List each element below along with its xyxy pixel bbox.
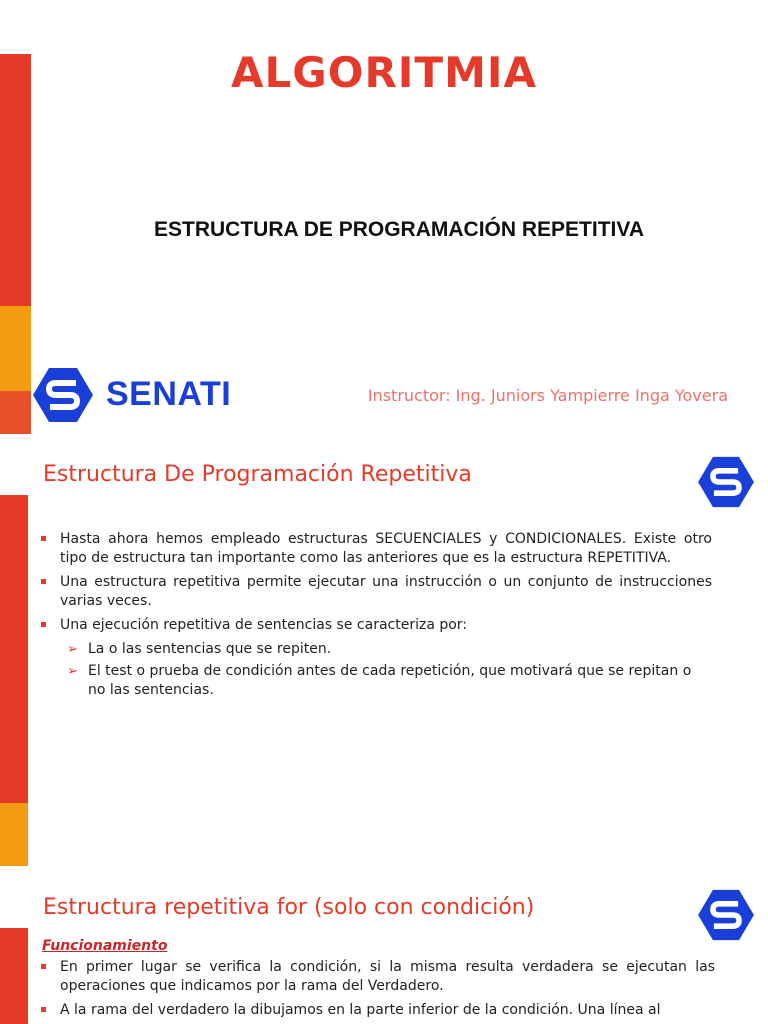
slide-heading: Estructura repetitiva for (solo con condición) xyxy=(43,895,535,920)
bullet-list xyxy=(38,937,715,1024)
accent-bar-red-lower xyxy=(0,391,31,434)
senati-logo-icon xyxy=(697,455,755,509)
content-slide-for xyxy=(0,873,768,1024)
instructor-text: Instructor: Ing. Juniors Yampierre Inga Yovera xyxy=(367,386,728,405)
accent-bar-red xyxy=(0,928,28,1024)
bullet-list xyxy=(38,530,712,703)
sub-list-item: ➢ El test o prueba de condición antes de cada repetición, que motivará que se repitan o no las sentencias. xyxy=(38,662,712,700)
list-item: Hasta ahora hemos empleado estructuras SECUENCIALES y CONDICIONALES. Existe otro tipo de estructura tan importante como las anteriores que es la estructura REPETITIVA. xyxy=(38,530,712,568)
page-subtitle: ESTRUCTURA DE PROGRAMACIÓN REPETITIVA xyxy=(153,218,644,241)
brand-name: SENATI xyxy=(106,375,232,413)
senati-logo-icon xyxy=(697,888,755,942)
list-item: Una estructura repetitiva permite ejecutar una instrucción o un conjunto de instrucciones varias veces. xyxy=(38,573,712,611)
accent-bar-orange xyxy=(0,803,28,866)
accent-bar-orange xyxy=(0,306,31,391)
sub-list-item: ➢ La o las sentencias que se repiten. xyxy=(38,640,712,659)
list-item: En primer lugar se verifica la condición, si la misma resulta verdadera se ejecutan las operaciones que indicamos por la rama del Verdadero. xyxy=(38,958,715,996)
accent-bar-red xyxy=(0,495,28,803)
section-label: Funcionamiento xyxy=(42,938,168,954)
list-item: Una ejecución repetitiva de sentencias se caracteriza por: xyxy=(38,616,712,635)
slide-heading: Estructura De Programación Repetitiva xyxy=(43,462,472,487)
senati-logo-icon xyxy=(32,366,94,424)
list-item: A la rama del verdadero la dibujamos en la parte inferior de la condición. Una línea al xyxy=(38,1001,715,1020)
content-slide-repetitiva xyxy=(0,440,768,866)
page-title: ALGORITMIA xyxy=(231,48,537,97)
title-slide xyxy=(0,0,768,434)
